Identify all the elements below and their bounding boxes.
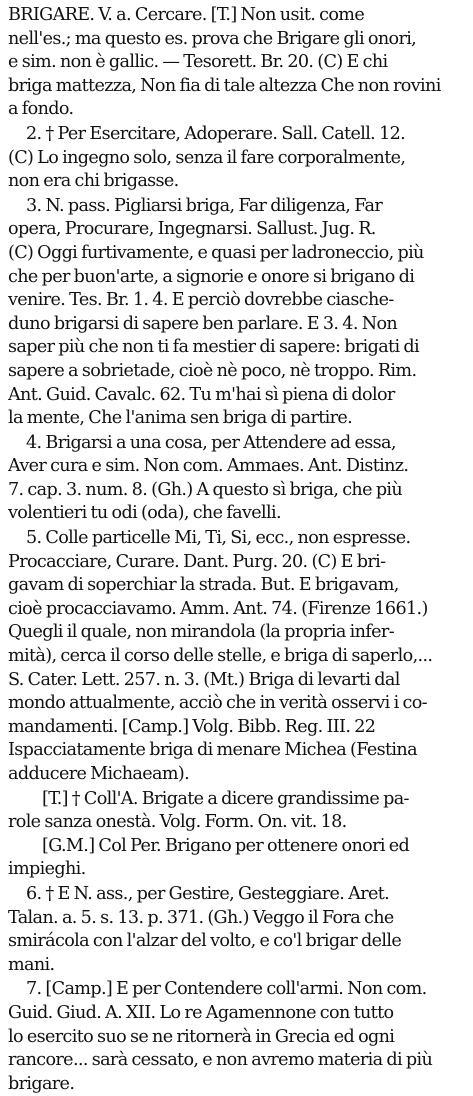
sense-4-line: 4. Brigarsi a una cosa, per Attendere ad essa, <box>26 432 396 453</box>
entry-line: rancore... sarà cessato, e non avremo materia di più <box>8 1050 433 1071</box>
entry-line: (C) Oggi furtivamente, e quasi per ladroneccio, più <box>8 242 424 263</box>
entry-line: Aver cura e sim. Non com. Ammaes. Ant. Distinz. <box>8 456 409 477</box>
entry-line: brigare. <box>8 1073 75 1094</box>
entry-line: gavam di soperchiar la strada. But. E brigavam, <box>8 575 399 596</box>
sense-5-line: 5. Colle particelle Mi, Ti, Si, ecc., non espresse. <box>26 528 411 549</box>
sense-2-line: 2. † Per Esercitare, Adoperare. Sall. Catell. 12. <box>26 123 406 144</box>
entry-line: Talan. a. 5. s. 13. p. 371. (Gh.) Veggo il Fora che <box>8 907 394 928</box>
entry-line: adducere Michaeam). <box>8 764 190 784</box>
entry-line: duno brigarsi di sapere ben parlare. E 3. 4. Non <box>8 313 398 334</box>
entry-line: S. Cater. Lett. 257. n. 3. (Mt.) Briga di levarti dal <box>8 669 400 690</box>
entry-line: cioè procacciavamo. Amm. Ant. 74. (Firenze 1661.) <box>8 598 428 619</box>
entry-line: opera, Procurare, Ingegnarsi. Sallust. Jug. R. <box>8 219 376 240</box>
dictionary-entry-brigare <box>8 4 467 1096</box>
entry-line: saper più che non ti fa mestier di sapere: brigati di <box>8 337 419 358</box>
entry-line: nell'es.; ma questo es. prova che Brigare gli onori, <box>8 28 417 49</box>
entry-line: Procacciare, Curare. Dant. Purg. 20. (C) E bri- <box>8 551 386 572</box>
entry-line: BRIGARE. V. a. Cercare. [T.] Non usit. come <box>8 5 365 25</box>
entry-line: mità), cerca il corso delle stelle, e briga di saperlo,... <box>8 646 433 667</box>
entry-line: 7. cap. 3. num. 8. (Gh.) A questo sì briga, che più <box>8 479 403 500</box>
entry-line: smirácola con l'alzar del volto, e co'l brigar delle <box>8 931 402 952</box>
entry-line: sapere a sobrietade, cioè nè poco, nè troppo. Rim. <box>8 360 417 381</box>
entry-line: briga mattezza, Non fia di tale altezza Che non rovini <box>8 75 441 96</box>
entry-line: Guid. Giud. A. XII. Lo re Agamennone con tutto <box>8 1002 394 1023</box>
entry-line: impieghi. <box>8 859 86 880</box>
subsense-col-per-line: [G.M.] Col Per. Brigano per ottenere onori ed <box>42 835 410 856</box>
entry-line: mandamenti. [Camp.] Volg. Bibb. Reg. III. 22 <box>8 716 376 737</box>
sense-6-line: 6. † E N. ass., per Gestire, Gesteggiare. Aret. <box>26 883 390 904</box>
entry-line: mondo attualmente, acciò che in verità osservi i co- <box>8 693 427 714</box>
sense-7-line: 7. [Camp.] E per Contendere coll'armi. Non com. <box>26 979 427 1000</box>
entry-line: Ispacciatamente briga di menare Michea (Festina <box>8 740 417 761</box>
entry-line: non era chi brigasse. <box>8 171 179 192</box>
sense-3-line: 3. N. pass. Pigliarsi briga, Far diligenza, Far <box>26 195 383 216</box>
entry-line: a fondo. <box>8 99 74 120</box>
entry-line: Quegli il quale, non mirandola (la propria infer- <box>8 622 394 643</box>
entry-line: volentieri tu odi (oda), che favelli. <box>8 503 281 524</box>
entry-line: la mente, Che l'anima sen briga di partire. <box>8 408 353 429</box>
entry-line: mani. <box>8 954 55 975</box>
entry-line: (C) Lo ingegno solo, senza il fare corporalmente, <box>8 147 406 168</box>
entry-line: Ant. Guid. Cavalc. 62. Tu m'hai sì piena di dolor <box>8 384 395 405</box>
entry-line: e sim. non è gallic. — Tesorett. Br. 20. (C) E chi <box>8 52 388 73</box>
entry-line: che per buon'arte, a signorie e onore si brigano di <box>8 266 415 287</box>
entry-line: lo esercito suo se ne ritornerà in Grecia ed ogni <box>8 1026 395 1047</box>
subsense-coll-a-line: [T.] † Coll'A. Brigate a dicere grandissime pa- <box>42 788 409 809</box>
entry-line: role sanza onestà. Volg. Form. On. vit. 18. <box>8 812 347 833</box>
entry-line: venire. Tes. Br. 1. 4. E perciò dovrebbe ciasche- <box>8 290 394 311</box>
